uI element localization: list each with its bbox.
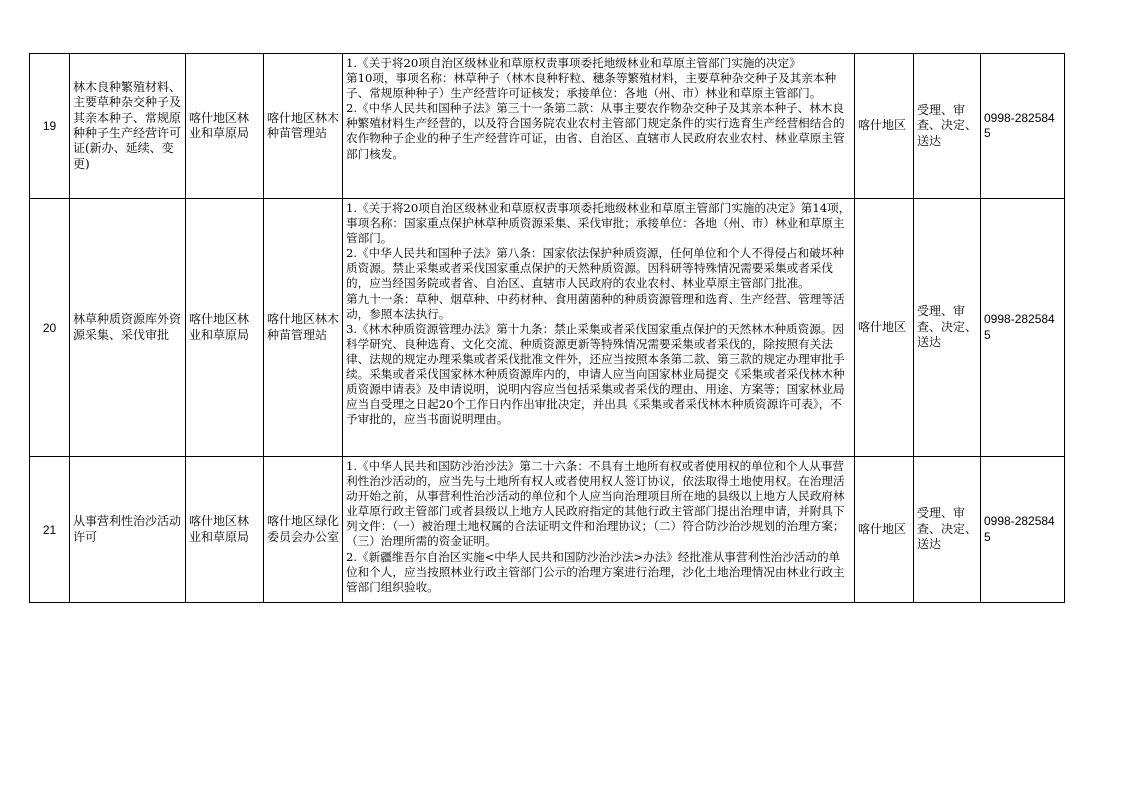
basis-paragraph: 第10项，事项名称：林草种子（林木良种籽粒、穗条等繁殖材料，主要草种杂交种子及其亲本种子、常规原种种子）生产经营许可证核发；承接单位：各地（州、市）林业和草原主管部门。 [346,71,837,101]
row-number: 20 [30,199,70,457]
legal-basis [343,54,854,198]
process-stage: 受理、审查、决定、送达 [917,506,978,552]
row-number: 21 [30,457,70,603]
basis-paragraph: 1.《关于将20项自治区级林业和草原权责事项委托地级林业和草原主管部门实施的决定》第14项，事项名称：国家重点保护林草种质资源采集、采伐审批；承接单位：各地（州、市）林业和草原主管部门。 [346,201,851,246]
permit-table [29,53,1065,603]
department: 喀什地区林业和草原局 [189,110,250,140]
contact-phone: 0998-2825845 [984,312,1055,342]
basis-paragraph: 1.《中华人民共和国防沙治沙法》第二十六条：不具有土地所有权或者使用权的单位和个人从事营利性治沙活动的，应当先与土地所有权人或者使用权人签订协议，依法取得土地使用权。在治理活动开始之前，从事营利性治沙活动的单位和个人应当向治理项目所在地的县级以上地方人民政府林业草原行政主管部门或者县级以上地方人民政府指定的其他行政主管部门提出治理申请，并附具下列文件：（一）被治理土地权属的合法证明文件和治理协议；（二）符合防沙治沙规划的治理方案；（三）治理所需的资金证明。 [346,459,845,549]
contact-phone: 0998-2825845 [984,514,1055,544]
basis-paragraph: 2.《中华人民共和国种子法》第八条：国家依法保护种质资源，任何单位和个人不得侵占和破坏种质资源。禁止采集或者采伐国家重点保护的天然种质资源。因科研等特殊情况需要采集或者采伐的，应当经国务院或者省、自治区、直辖市人民政府的农业农村、林业草原主管部门批准。 [346,246,845,291]
implementing-unit: 喀什地区绿化委员会办公室 [267,514,340,544]
legal-basis [343,457,854,602]
region: 喀什地区 [858,521,907,536]
item-name: 林木良种繁殖材料、主要草种杂交种子及其亲本种子、常规原种种子生产经营许可证(新办、延续、变更) [73,79,182,171]
contact-phone: 0998-2825845 [984,110,1055,140]
item-name: 林草种质资源库外资源采集、采伐审批 [73,312,182,342]
basis-paragraph: 2.《中华人民共和国种子法》第三十一条第二款：从事主要农作物杂交种子及其亲本种子、林木良种繁殖材料生产经营的，以及符合国务院农业农村主管部门规定条件的实行选育生产经营相结合的农作物种子企业的种子生产经营许可证，由省、自治区、直辖市人民政府农业农村、林业草原主管部门核发。 [346,101,845,161]
table-row [30,457,1065,603]
table-row [30,199,1065,457]
region: 喀什地区 [858,118,907,133]
implementing-unit: 喀什地区林木种苗管理站 [267,110,340,140]
implementing-unit: 喀什地区林木种苗管理站 [267,312,340,342]
basis-paragraph: 2.《新疆维吾尔自治区实施<中华人民共和国防沙治沙法>办法》经批准从事营利性治沙活动的单位和个人，应当按照林业行政主管部门公示的治理方案进行治理，沙化土地治理情况由林业行政主管部门组织验收。 [346,549,845,594]
legal-basis [343,199,854,456]
table-row [30,54,1065,199]
basis-paragraph: 1.《关于将20项自治区级林业和草原权责事项委托地级林业和草原主管部门实施的决定》 [346,56,801,70]
process-stage: 受理、审查、决定、送达 [917,102,978,148]
row-number: 19 [30,54,70,199]
process-stage: 受理、审查、决定、送达 [917,304,978,350]
department: 喀什地区林业和草原局 [189,312,250,342]
department: 喀什地区林业和草原局 [189,514,250,544]
item-name: 从事营利性治沙活动许可 [73,514,182,544]
region: 喀什地区 [858,319,907,334]
basis-paragraph: 第九十一条：草种、烟草种、中药材种、食用菌菌种的种质资源管理和选育、生产经营、管理等活动，参照本法执行。 [346,291,845,321]
basis-paragraph: 3.《林木种质资源管理办法》第十九条：禁止采集或者采伐国家重点保护的天然林木种质资源。因科学研究、良种选育、文化交流、种质资源更新等特殊情况需要采集或者采伐的，除按照有关法律、法规的规定办理采集或者采伐批准文件外，还应当按照本条第二款、第三款的规定办理审批手续。采集或者采伐国家林木种质资源库内的，申请人应当向国家林业局提交《采集或者采伐林木种质资源申请表》及申请说明，说明内容应当包括采集或者采伐的理由、用途、方案等；国家林业局应当自受理之日起20个工作日内作出审批决定，并出具《采集或者采伐林木种质资源许可表》，不予审批的，应当书面说明理由。 [346,321,845,427]
